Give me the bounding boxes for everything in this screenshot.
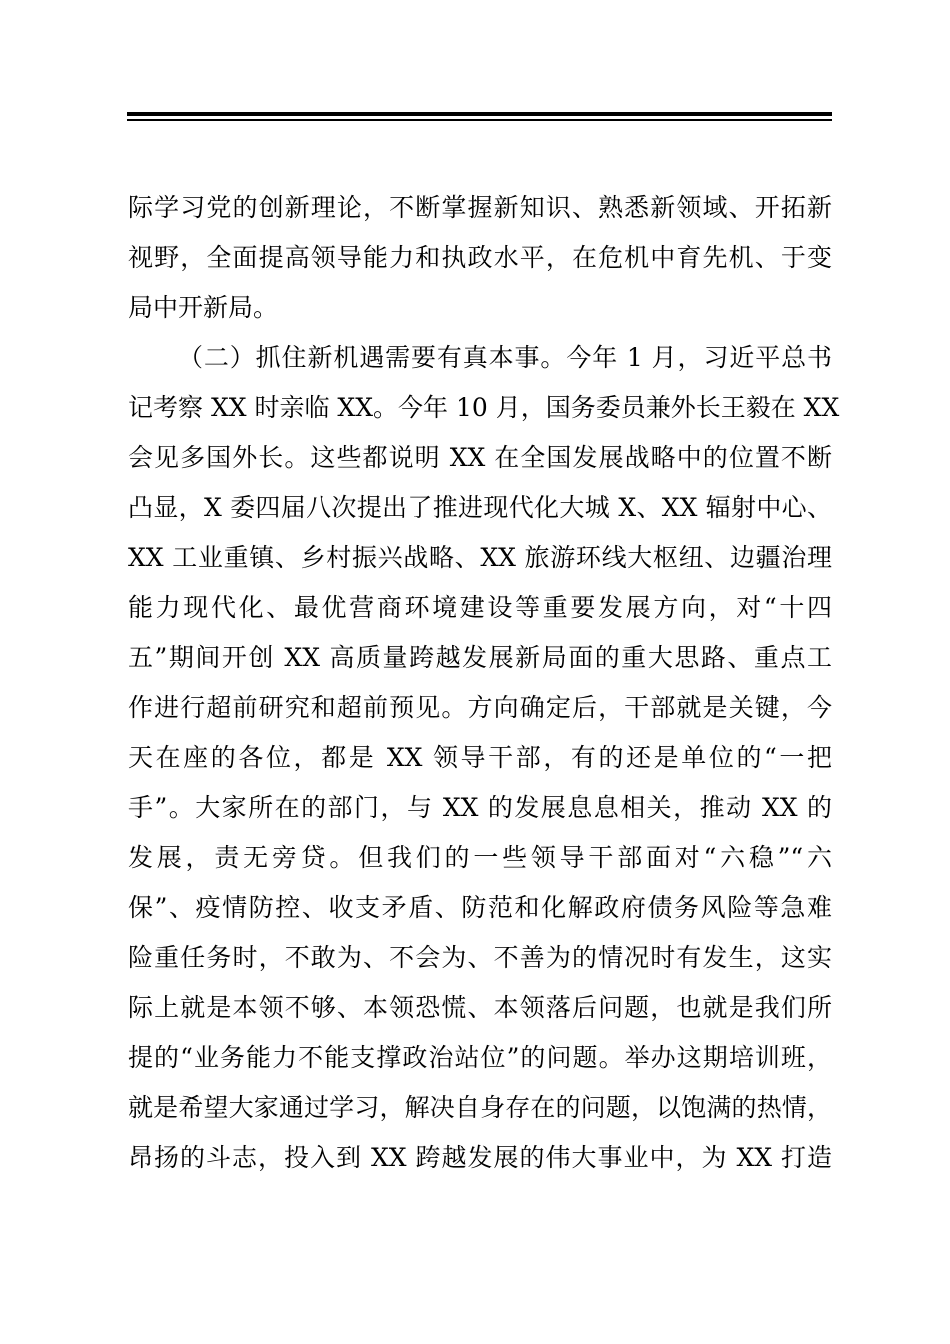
- text-line: XX 工业重镇、乡村振兴战略、XX 旅游环线大枢纽、边疆治理: [128, 543, 832, 572]
- text-line: 五”期间开创 XX 高质量跨越发展新局面的重大思路、重点工: [128, 643, 832, 672]
- text-line: 际学习党的创新理论，不断掌握新知识、熟悉新领域、开拓新: [128, 193, 832, 222]
- text-line: 局中开新局。: [128, 293, 279, 322]
- header-rule-thin: [127, 119, 832, 121]
- text-line: 险重任务时，不敢为、不会为、不善为的情况时有发生，这实: [128, 943, 832, 972]
- header-rule-thick: [127, 112, 832, 116]
- text-line: 际上就是本领不够、本领恐慌、本领落后问题，也就是我们所: [128, 993, 832, 1022]
- text-line: 保”、疫情防控、收支矛盾、防范和化解政府债务风险等急难: [128, 893, 832, 922]
- text-line: 发展，责无旁贷。但我们的一些领导干部面对“六稳”“六: [128, 843, 832, 872]
- text-line: 会见多国外长。这些都说明 XX 在全国发展战略中的位置不断: [128, 443, 832, 472]
- text-line: 作进行超前研究和超前预见。方向确定后，干部就是关键，今: [128, 693, 832, 722]
- text-line: 天在座的各位，都是 XX 领导干部，有的还是单位的“一把: [128, 743, 832, 772]
- text-line: 能力现代化、最优营商环境建设等重要发展方向，对“十四: [128, 593, 832, 622]
- text-line: 提的“业务能力不能支撑政治站位”的问题。举办这期培训班，: [128, 1043, 832, 1072]
- text-line: 就是希望大家通过学习，解决自身存在的问题，以饱满的热情，: [128, 1093, 832, 1122]
- text-line: 视野，全面提高领导能力和执政水平，在危机中育先机、于变: [128, 243, 832, 272]
- text-line: 手”。大家所在的部门，与 XX 的发展息息相关，推动 XX 的: [128, 793, 832, 822]
- text-line: 昂扬的斗志，投入到 XX 跨越发展的伟大事业中，为 XX 打造: [128, 1143, 832, 1172]
- section-heading-line: （二）抓住新机遇需要有真本事。今年 1 月，习近平总书: [178, 343, 832, 372]
- text-line: 记考察 XX 时亲临 XX。今年 10 月，国务委员兼外长王毅在 XX: [128, 393, 840, 422]
- text-line: 凸显，X 委四届八次提出了推进现代化大城 X、XX 辐射中心、: [128, 493, 832, 522]
